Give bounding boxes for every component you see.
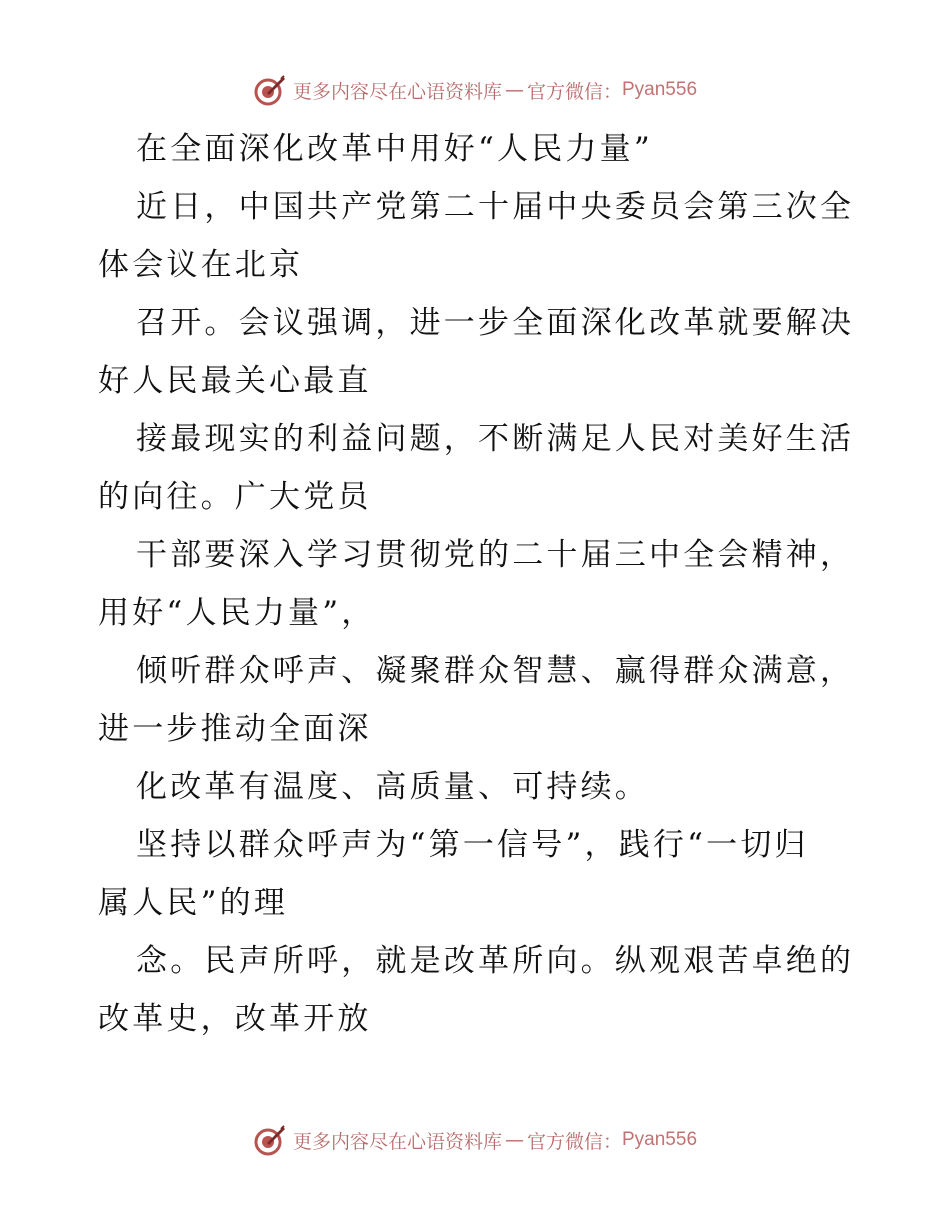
watermark-wechat-id: Pyan556: [622, 1129, 698, 1150]
watermark-wechat-label: 官方微信：: [526, 1130, 622, 1153]
text-line: 倾听群众呼声、凝聚群众智慧、赢得群众满意，: [136, 653, 855, 689]
pen-logo-icon: [253, 1123, 287, 1157]
watermark-separator: —: [504, 79, 524, 101]
footer-watermark: [0, 1120, 950, 1160]
document-body: [98, 120, 858, 1048]
text-line: 的向往。广大党员: [98, 479, 372, 515]
text-line: 接最现实的利益问题，不断满足人民对美好生活: [136, 421, 855, 457]
watermark-site-text: 更多内容尽在心语资料库: [292, 1130, 502, 1153]
text-line: 在全面深化改革中用好“人民力量”: [136, 131, 653, 167]
watermark-site-text: 更多内容尽在心语资料库: [292, 80, 502, 103]
text-line: 好人民最关心最直: [98, 363, 372, 399]
watermark-wechat-label: 官方微信：: [526, 80, 622, 103]
text-line: 用好“人民力量”，: [98, 595, 376, 631]
text-line: 进一步推动全面深: [98, 711, 372, 747]
text-line: 念。民声所呼，就是改革所向。纵观艰苦卓绝的: [136, 943, 855, 979]
text-line: 体会议在北京: [98, 247, 304, 283]
text-line: 坚持以群众呼声为“第一信号”，践行“一切归: [136, 827, 809, 863]
text-line: 改革史，改革开放: [98, 1001, 372, 1037]
text-line: 干部要深入学习贯彻党的二十届三中全会精神，: [136, 537, 855, 573]
text-line: 近日，中国共产党第二十届中央委员会第三次全: [136, 189, 855, 225]
header-watermark: [0, 70, 950, 110]
text-line: 化改革有温度、高质量、可持续。: [136, 769, 649, 805]
watermark-separator: —: [504, 1129, 524, 1151]
pen-logo-icon: [253, 73, 287, 107]
watermark-wechat-id: Pyan556: [622, 79, 698, 100]
text-line: 召开。会议强调，进一步全面深化改革就要解决: [136, 305, 855, 341]
text-line: 属人民”的理: [98, 885, 289, 921]
